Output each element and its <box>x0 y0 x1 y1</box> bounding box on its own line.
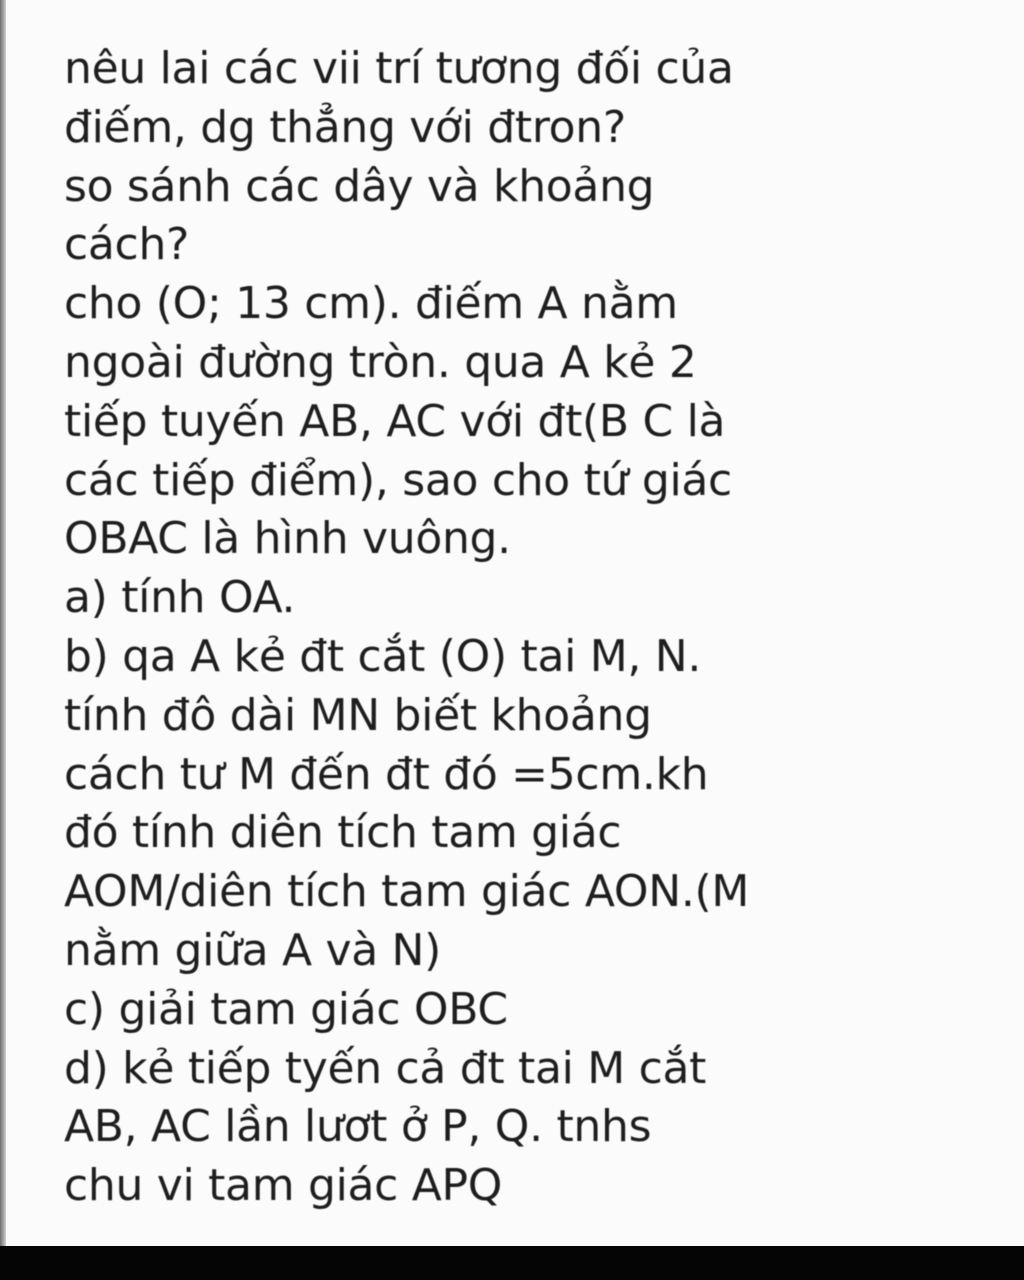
text-line-9: OBAC là hình vuông. <box>64 513 511 565</box>
text-line-5: cho (O; 13 cm). điếm A nằm <box>64 278 678 330</box>
text-line-11: b) qa A kẻ đt cắt (O) tai M, N. <box>64 630 702 682</box>
text-line-19: AB, AC lần lươt ở P, Q. tnhs <box>64 1101 652 1153</box>
text-line-18: d) kẻ tiếp tyến cả đt tai M cắt <box>64 1042 707 1094</box>
text-line-4: cách? <box>64 219 190 271</box>
question-text <box>64 40 964 1216</box>
text-line-16: nằm giữa A và N) <box>64 924 442 976</box>
text-line-10: a) tính OA. <box>64 572 296 624</box>
text-line-13: cách tư M đến đt đó =5cm.kh <box>64 748 709 800</box>
text-line-3: so sánh các dây và khoảng <box>64 160 655 212</box>
left-edge-shadow <box>0 0 6 1248</box>
bottom-black-bar <box>0 1246 1024 1280</box>
text-line-15: AOM/diên tích tam giác AON.(M <box>64 866 750 918</box>
text-line-8: các tiếp điểm), sao cho tứ giác <box>64 454 732 506</box>
text-line-20: chu vi tam giác APQ <box>64 1160 503 1212</box>
text-line-14: đó tính diên tích tam giác <box>64 807 622 859</box>
text-line-6: ngoài đường tròn. qua A kẻ 2 <box>64 336 697 388</box>
text-line-12: tính đô dài MN biết khoảng <box>64 689 652 741</box>
text-line-1: nêu lai các vii trí tương đối của <box>64 43 734 94</box>
text-line-2: điếm, dg thẳng với đtron? <box>64 101 626 153</box>
text-line-17: c) giải tam giác OBC <box>64 983 508 1035</box>
text-line-7: tiếp tuyến AB, AC với đt(B C là <box>64 395 726 447</box>
